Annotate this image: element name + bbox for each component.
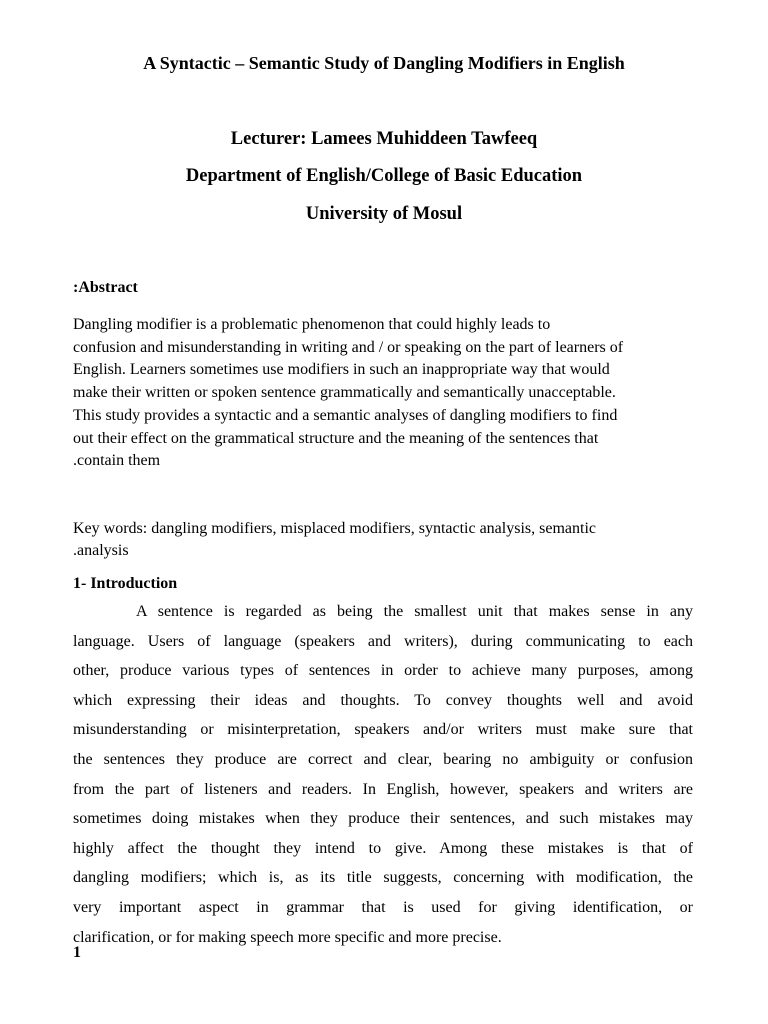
page-number: 1 bbox=[73, 944, 81, 961]
introduction-heading: 1- Introduction bbox=[73, 575, 178, 592]
keywords-line: .analysis bbox=[73, 542, 129, 559]
introduction-body bbox=[73, 597, 693, 952]
introduction-line: from the part of listeners and readers. In English, however, speakers and writers are bbox=[73, 780, 693, 798]
author-line: Lecturer: Lamees Muhiddeen Tawfeeq bbox=[230, 129, 538, 149]
abstract-line: make their written or spoken sentence grammatically and semantically unacceptable. bbox=[73, 384, 616, 402]
introduction-line: clarification, or for making speech more specific and more precise. bbox=[73, 928, 502, 946]
introduction-line: dangling modifiers; which is, as its title suggests, concerning with modification, the bbox=[73, 869, 693, 887]
abstract-line: This study provides a syntactic and a semantic analyses of dangling modifiers to find bbox=[73, 406, 618, 424]
introduction-line: which expressing their ideas and thoughts. To convey thoughts well and avoid bbox=[73, 691, 693, 709]
abstract-line: confusion and misunderstanding in writing and / or speaking on the part of learners of bbox=[73, 338, 624, 356]
keywords-line: Key words: dangling modifiers, misplaced modifiers, syntactic analysis, semantic bbox=[73, 520, 596, 537]
introduction-line: highly affect the thought they intend to give. Among these mistakes is that of bbox=[73, 839, 693, 857]
introduction-line: other, produce various types of sentences in order to achieve many purposes, among bbox=[73, 662, 693, 680]
abstract-line: .contain them bbox=[73, 452, 161, 470]
department-line: Department of English/College of Basic Education bbox=[185, 166, 583, 186]
introduction-line: sometimes doing mistakes when they produce their sentences, and such mistakes may bbox=[73, 810, 693, 828]
introduction-line: the sentences they produce are correct and clear, bearing no ambiguity or confusion bbox=[73, 750, 693, 768]
abstract-body bbox=[73, 314, 698, 473]
introduction-line: very important aspect in grammar that is used for giving identification, or bbox=[73, 898, 693, 916]
introduction-line: A sentence is regarded as being the smallest unit that makes sense in any bbox=[136, 603, 693, 620]
introduction-line: misunderstanding or misinterpretation, speakers and/or writers must make sure that bbox=[73, 721, 693, 739]
university-line: University of Mosul bbox=[305, 204, 463, 224]
abstract-heading: :Abstract bbox=[73, 279, 138, 296]
abstract-line: out their effect on the grammatical structure and the meaning of the sentences that bbox=[73, 429, 599, 447]
introduction-line: language. Users of language (speakers and writers), during communicating to each bbox=[73, 632, 693, 650]
abstract-line: English. Learners sometimes use modifiers in such an inappropriate way that would bbox=[73, 361, 610, 379]
abstract-line: Dangling modifier is a problematic phenomenon that could highly leads to bbox=[73, 316, 551, 333]
keywords bbox=[73, 518, 698, 562]
paper-title: A Syntactic – Semantic Study of Dangling Modifiers in English bbox=[143, 53, 625, 73]
